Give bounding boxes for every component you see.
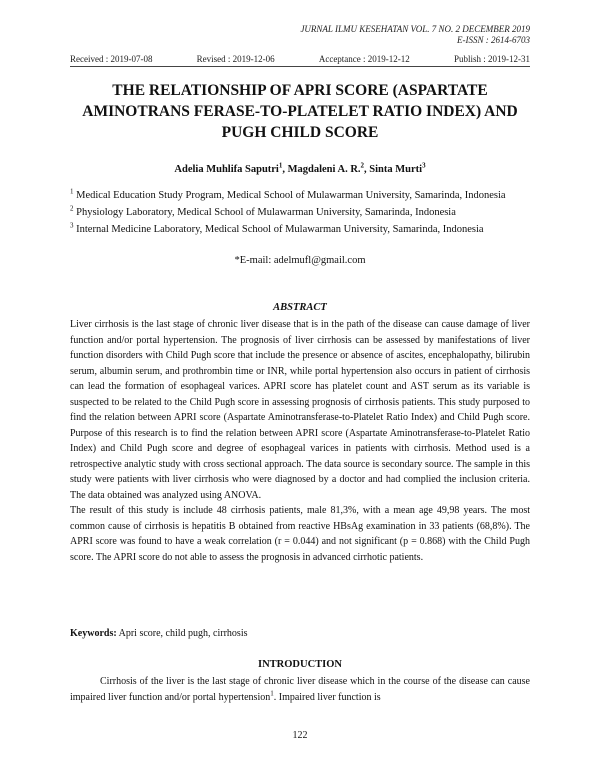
paper-title: THE RELATIONSHIP OF APRI SCORE (ASPARTATE AMINOTRANS FERASE-TO-PLATELET RATIO INDEX) AND PUGH CHILD SCORE [82, 82, 518, 141]
affiliation-mark: 1 [70, 187, 74, 196]
author-list [70, 161, 530, 175]
abstract-body [70, 317, 530, 565]
introduction-paragraph [70, 674, 530, 706]
author-separator: , [364, 164, 370, 175]
page-number: 122 [292, 730, 308, 741]
affiliation-item [70, 205, 530, 220]
affiliation-mark: 3 [70, 221, 74, 230]
header-divider [70, 66, 530, 67]
journal-issn: E-ISSN : 2614-6703 [457, 35, 530, 45]
keywords-label: Keywords: [70, 628, 117, 639]
keywords [70, 628, 530, 639]
affiliation-text: Internal Medicine Laboratory, Medical School of Mulawarman University, Samarinda, Indonesia [76, 224, 484, 235]
affiliation-item [70, 188, 530, 203]
affiliation-mark: 2 [70, 204, 74, 213]
revised-date: Revised : 2019-12-06 [196, 54, 275, 64]
journal-header [300, 24, 530, 46]
author-separator: , [282, 164, 288, 175]
introduction-heading: INTRODUCTION [257, 659, 342, 670]
published-date: Publish : 2019-12-31 [453, 54, 530, 64]
abstract-paragraph: Liver cirrhosis is the last stage of chronic liver disease that is in the path of the disease can cause damage of liver function and/or portal hypertension. The prognosis of liver cirrhosis can be assessed by manifestations of liver function disorders with Child Pugh score that include the presence or absence of ascites, encephalopathy, bilirubin serum, albumin serum, and prothrombin time or INR, while portal hypertension also occurs in patient of cirrhosis can lead the formation of esophageal varices. APRI score has platelet count and AST serum as its variable is suspected to be related to the Child Pugh score in assessing prognosis of cirrhosis patients. This study purposed to find the relation between APRI score (Aspartate Aminotransferase-to-Platelet Ratio Index) and Child Pugh score. Purpose of this research is to find the relation between APRI score (Aspartate Aminotransferase-to-Platelet Ratio Index) and Child Pugh score and degree of esophageal varices in patients with cirrhosis. Method used is a retrospective analytic study with cross sectional approach. The data source is secondary source. The sample in this study were patients with liver cirrhosis who were diagnosed by a doctor and had complied the inclusion criteria. The data obtained was analyzed using ANOVA. [70, 319, 530, 501]
corresponding-email: *E-mail: adelmufl@gmail.com [234, 255, 366, 266]
affiliation-text: Medical Education Study Program, Medical School of Mulawarman University, Samarinda, Indonesia [76, 190, 506, 201]
citation-mark: 1 [270, 689, 274, 698]
affiliation-list [70, 188, 530, 239]
author-affil-mark: 2 [360, 161, 365, 170]
author-affil-mark: 1 [278, 161, 283, 170]
keywords-text: Apri score, child pugh, cirrhosis [116, 628, 248, 639]
introduction-body [70, 674, 530, 706]
author-name: Magdaleni A. R. [287, 164, 361, 175]
introduction-text: Cirrhosis of the liver is the last stage of chronic liver disease which in the course of the disease can cause impaired liver function and/or portal hypertension [70, 676, 530, 703]
journal-name: JURNAL ILMU KESEHATAN VOL. 7 NO. 2 DECEMBER 2019 [300, 24, 530, 34]
received-date: Received : 2019-07-08 [70, 54, 153, 64]
affiliation-item [70, 222, 530, 237]
affiliation-text: Physiology Laboratory, Medical School of Mulawarman University, Samarinda, Indonesia [76, 207, 456, 218]
author-name: Sinta Murti [369, 164, 423, 175]
introduction-text-continued: . Impaired liver function is [273, 692, 381, 703]
accepted-date: Acceptance : 2019-12-12 [318, 54, 410, 64]
article-dates [70, 54, 530, 65]
author-affil-mark: 3 [422, 161, 426, 170]
abstract-heading: ABSTRACT [273, 302, 327, 313]
author-name: Adelia Muhlifa Saputri [174, 164, 279, 175]
abstract-paragraph: The result of this study is include 48 cirrhosis patients, male 81,3%, with a mean age 49,98 years. The most common cause of cirrhosis is hepatitis B obtained from reactive HBsAg examination in 33 patients (68,8%). The APRI score was found to have a weak correlation (r = 0.044) and not significant (p = 0.868) with the Child Pugh score. The APRI score do not able to assess the prognosis in advanced cirrhotic patients. [70, 505, 530, 563]
